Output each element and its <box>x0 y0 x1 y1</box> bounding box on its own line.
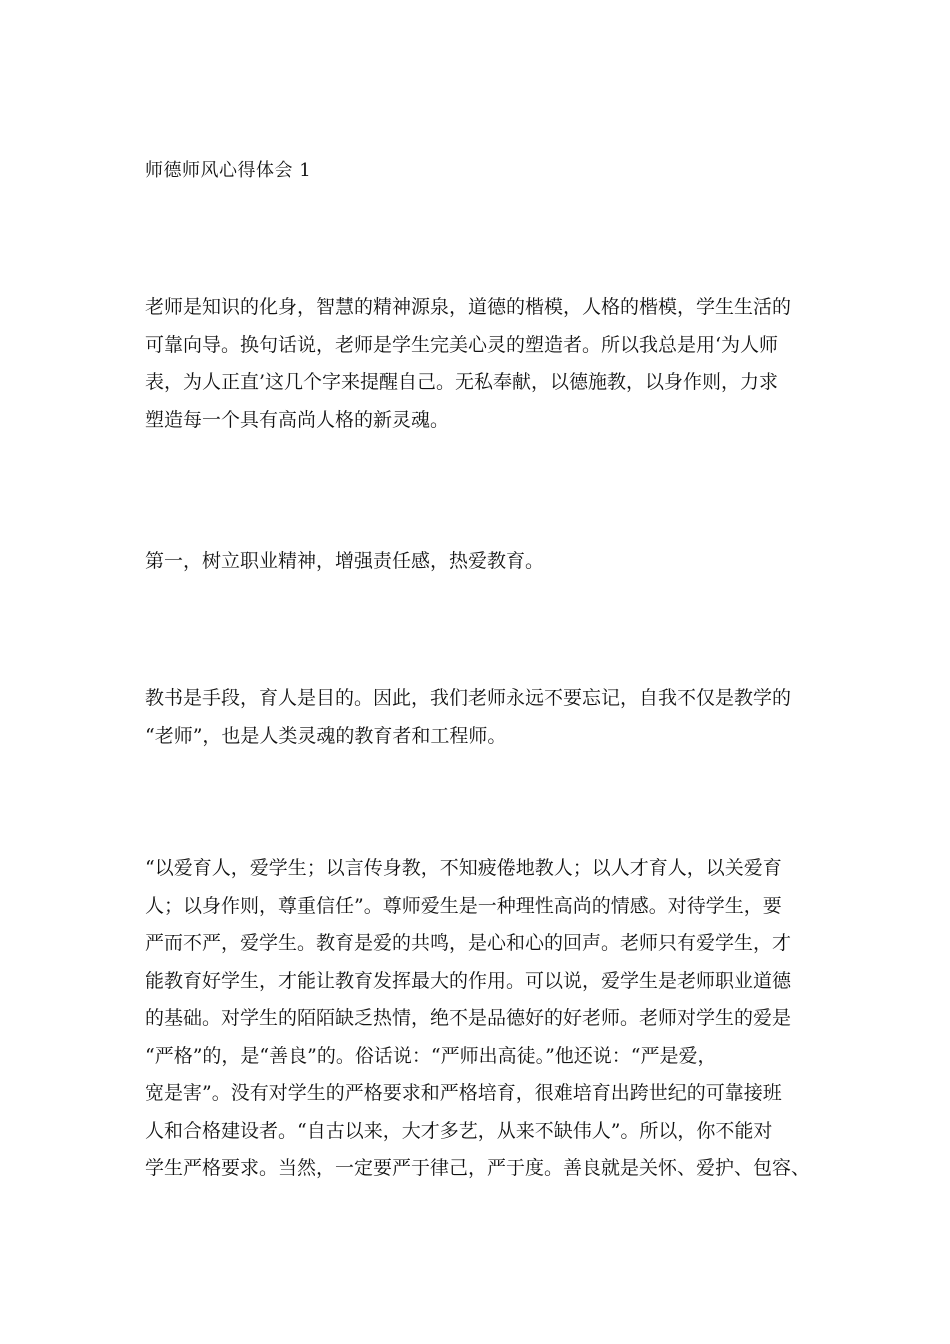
paragraph-love-students <box>145 850 835 1188</box>
paragraph-teaching <box>145 680 835 755</box>
paragraph-section-heading <box>145 543 835 581</box>
paragraph-line: 老师是知识的化身，智慧的精神源泉，道德的楷模，人格的楷模，学生生活的 <box>145 296 792 318</box>
paragraph-line: 的基础。对学生的陌陌缺乏热情，绝不是品德好的好老师。老师对学生的爱是 <box>145 1007 792 1029</box>
paragraph-line: “老师”，也是人类灵魂的教育者和工程师。 <box>145 724 507 747</box>
paragraph-line: 严而不严，爱学生。教育是爱的共鸣，是心和心的回声。老师只有爱学生，才 <box>145 932 792 954</box>
paragraph-line: 可靠向导。换句话说，老师是学生完美心灵的塑造者。所以我总是用‘为人师 <box>145 333 779 356</box>
paragraph-line: “以爱育人，爱学生；以言传身教，不知疲倦地教人；以人才育人，以关爱育 <box>145 857 782 879</box>
paragraph-line: 教书是手段，育人是目的。因此，我们老师永远不要忘记，自我不仅是教学的 <box>145 687 792 709</box>
paragraph-line: 塑造每一个具有高尚人格的新灵魂。 <box>145 408 450 431</box>
paragraph-line: 宽是害”。没有对学生的严格要求和严格培育，很难培育出跨世纪的可靠接班 <box>145 1082 782 1104</box>
paragraph-intro <box>145 289 835 439</box>
paragraph-line: 人和合格建设者。“自古以来，大才多艺，从来不缺伟人”。所以，你不能对 <box>145 1119 773 1142</box>
paragraph-line: “严格”的，是“善良”的。俗话说：“严师出高徒。”他还说：“严是爱， <box>145 1044 717 1067</box>
paragraph-line: 能教育好学生，才能让教育发挥最大的作用。可以说，爱学生是老师职业道德 <box>145 969 792 992</box>
paragraph-line: 表，为人正直’这几个字来提醒自己。无私奉献，以德施教，以身作则，力求 <box>145 371 779 393</box>
paragraph-line: 第一，树立职业精神，增强责任感，热爱教育。 <box>145 550 545 572</box>
paragraph-line: 学生严格要求。当然，一定要严于律己，严于度。善良就是关怀、爱护、包容、 <box>145 1157 811 1179</box>
paragraph-line: 人；以身作则，尊重信任”。尊师爱生是一种理性高尚的情感。对待学生，要 <box>145 894 782 917</box>
document-title: 师德师风心得体会 1 <box>145 160 312 181</box>
